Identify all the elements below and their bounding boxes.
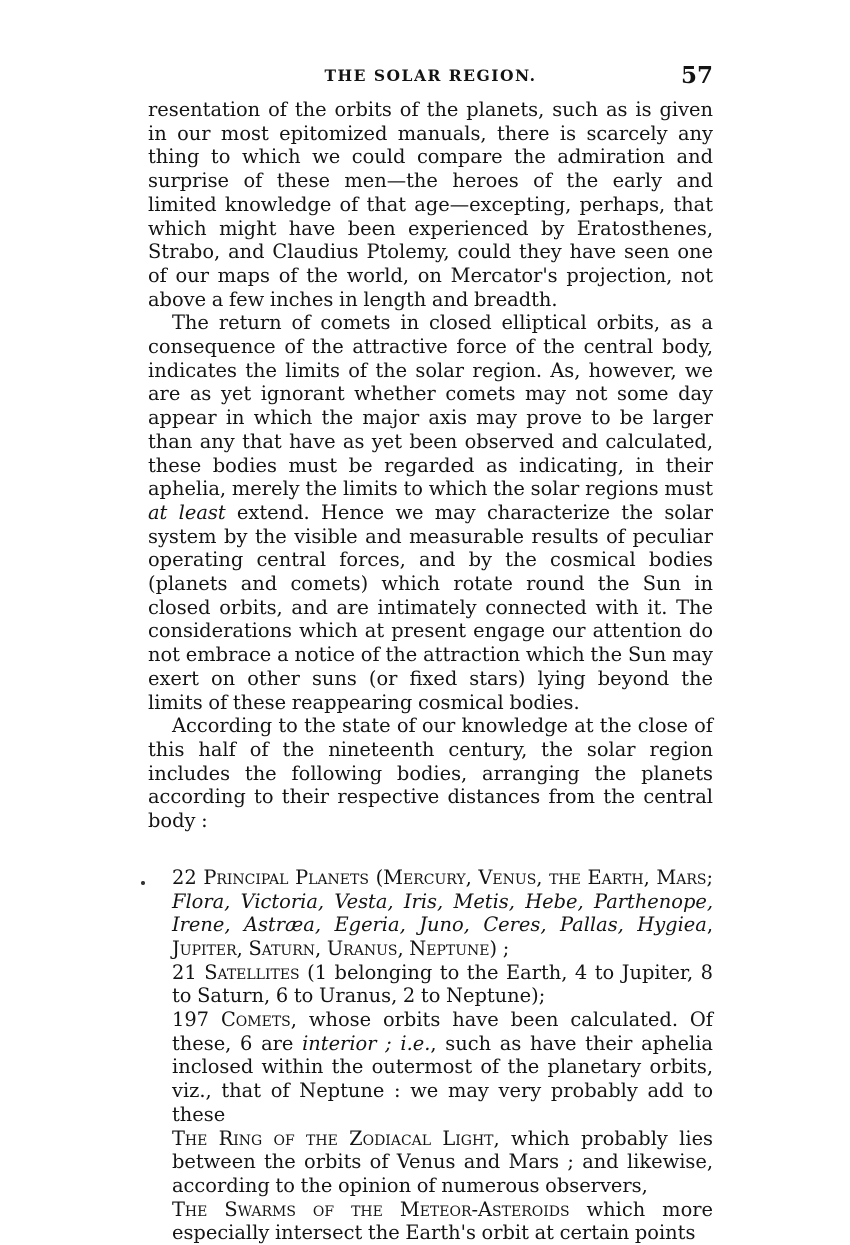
list-item-comets (148, 1008, 713, 1127)
page-body (148, 98, 713, 1245)
punctuation: ) ; (489, 936, 510, 960)
major-planets-outer: Jupiter, Saturn, Uranus, Neptune (172, 936, 490, 960)
meteors-label: The Swarms of the Meteor-Asteroids (172, 1197, 570, 1221)
running-head: THE SOLAR REGION. (324, 66, 537, 85)
satellites-label: Satellites (204, 960, 300, 984)
paragraph-comets-limits (148, 311, 713, 714)
paragraph-continued: resentation of the orbits of the planets, such as is given in our most epitomized manuals, there is scarcely any thing to which we could compare the admiration and surprise of these men—the heroes of the early and limited knowledge of that age—excepting, perhaps, that which might have been experienced by Eratosthenes, Strabo, and Claudius Ptolemy, could they have seen one of our maps of the world, on Mercator's projection, not above a few inches in length and breadth. (148, 98, 713, 311)
punctuation: ; (706, 865, 714, 889)
comets-count: 197 (172, 1008, 210, 1032)
list-item-planets (148, 866, 713, 961)
planets-count: 22 (172, 865, 197, 889)
paragraph-solar-region-bodies: According to the state of our knowledge at the close of this half of the nineteenth century, the solar region includes the following bodies, arranging the planets according to their respective distances from the central body : (148, 714, 713, 833)
satellites-count: 21 (172, 960, 197, 984)
list-item-zodiacal-light (148, 1127, 713, 1198)
satellites-text: (1 belonging to the Earth, 4 to Jupiter, 8 to Saturn, 6 to Uranus, 2 to Neptune); (172, 960, 713, 1008)
list-item-meteor-asteroids (148, 1198, 713, 1245)
major-planets-inner: Mercury, Venus, the Earth, Mars (383, 865, 707, 889)
paragraph-text: extend. Hence we may characterize the solar system by the visible and measurable results of peculiar operating central forces, and by the cosmical bodies (planets and comets) which rotate round the Sun in closed orbits, and are intimately connected with it. The considerations which at present engage our attention do not embrace a notice of the attraction which the Sun may exert on other suns (or fixed stars) lying beyond the limits of these reappearing cosmical bodies. (148, 500, 714, 714)
emphasis-at-least: at least (148, 500, 226, 524)
comets-text: , such as have their aphelia inclosed within the outermost of the planetary orbits, viz., that of Neptune : we may very probably add to these (172, 1031, 713, 1126)
list-item-satellites (148, 961, 713, 1008)
paragraph-text: The return of comets in closed elliptical orbits, as a consequence of the attractive force of the central body, indicates the limits of the solar region. As, however, we are as yet ignorant whether comets may not some day appear in which the major axis may prove to be larger than any that have as yet been observed and calculated, these bodies must be regarded as indicating, in their aphelia, merely the limits to which the solar regions must (148, 311, 713, 501)
page-number: 57 (680, 62, 713, 89)
punctuation: , (706, 913, 713, 937)
comets-text: , whose orbits have been calculated. Of these, 6 are (172, 1008, 713, 1055)
emphasis-interior: interior ; i.e. (302, 1031, 431, 1055)
zodiacal-text: , which probably lies between the orbits of Venus and Mars ; and likewise, according to the opinion of numerous observers, (172, 1126, 713, 1197)
asteroid-names: Flora, Victoria, Vesta, Iris, Metis, Hebe, Parthenope, Irene, Astræa, Egeria, Juno, Ceres, Pallas, Hygiea (172, 889, 713, 937)
margin-dot (141, 881, 145, 885)
planets-label: Principal Planets (203, 865, 369, 889)
meteors-text: which more especially intersect the Earth's orbit at certain points (172, 1197, 713, 1245)
page-header (148, 62, 713, 92)
zodiacal-label: The Ring of the Zodiacal Light (172, 1126, 494, 1150)
comets-label: Comets (220, 1008, 291, 1032)
punctuation: ( (368, 865, 384, 889)
bodies-list (148, 866, 713, 1245)
